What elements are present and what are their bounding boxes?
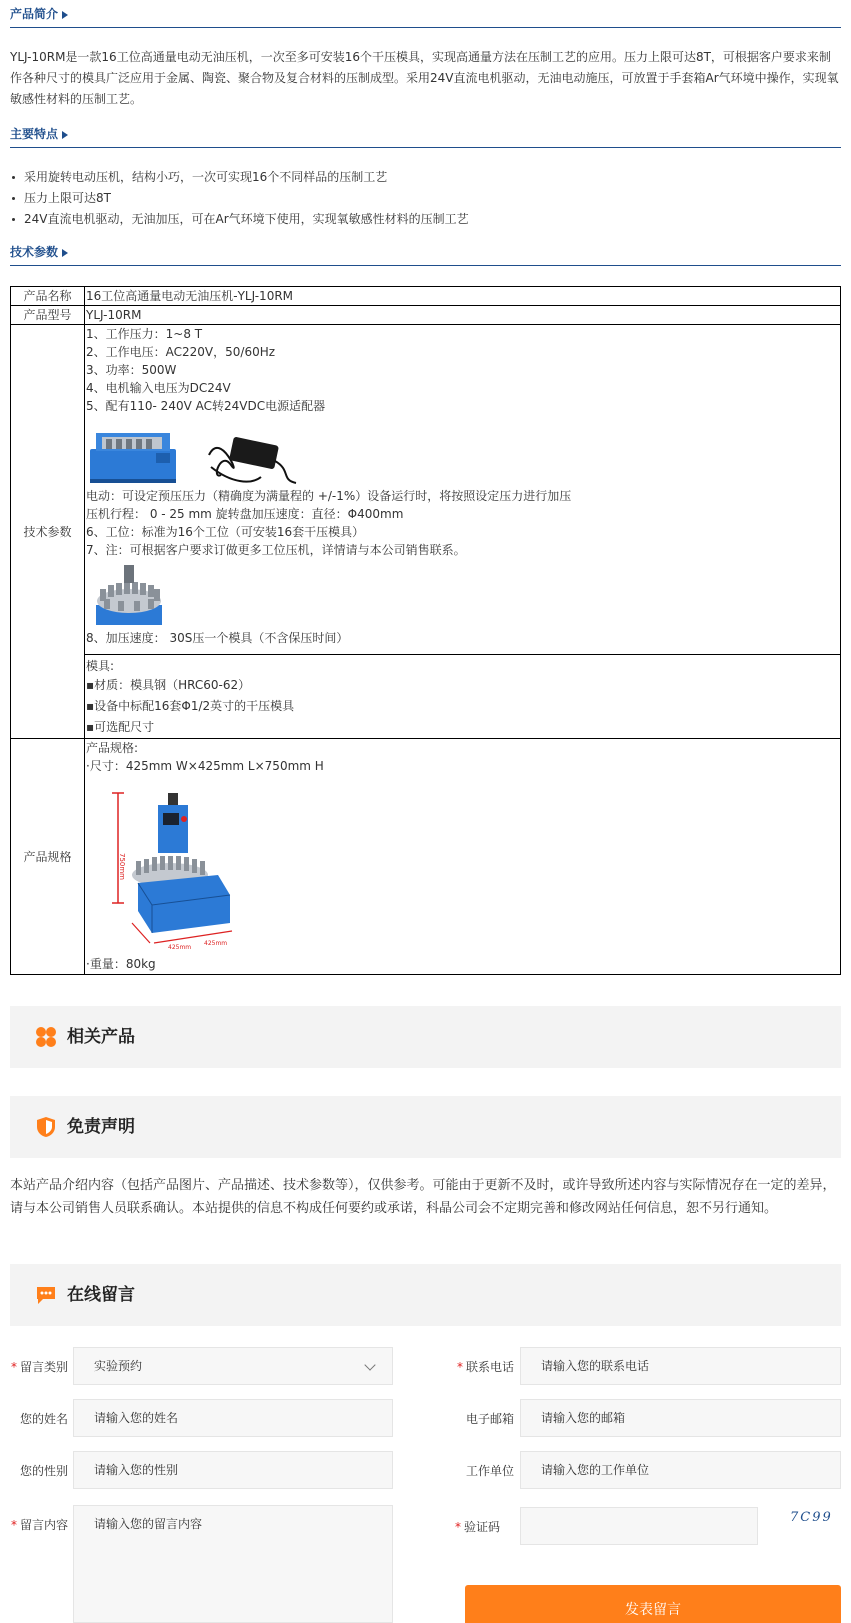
width-dimension-label: 425mm [168,944,192,951]
name-label: 您的姓名 [19,1412,68,1426]
type-select-value: 实验预约 [94,1359,143,1373]
spec-label: 产品规格 [11,739,85,975]
phone-input[interactable]: 请输入您的联系电话 [520,1347,841,1385]
type-label: * 留言类别 [10,1360,68,1374]
content-label: * 留言内容 [10,1518,68,1532]
type-select[interactable] [73,1347,393,1385]
tech-line: 1、工作压力：1~8 T [86,327,203,341]
name-value: 16工位高通量电动无油压机-YLJ-10RM [85,287,841,306]
disclaimer-band [10,1096,841,1158]
gender-label: 您的性别 [19,1464,68,1478]
mold-line: 模具: [86,659,115,673]
tech-line: 5、配有110- 240V AC转24VDC电源适配器 [86,399,326,413]
features-list [10,167,841,230]
chat-icon [35,1284,57,1306]
email-label: 电子邮箱 [465,1412,514,1426]
required-mark: * [10,1360,17,1374]
mold-cell [85,655,841,739]
tech-label: 技术参数 [11,325,85,739]
spec-cell [85,739,841,975]
weight-line: ·重量：80kg [86,957,156,971]
triangle-right-icon [62,131,68,139]
shield-icon [35,1116,57,1138]
related-products-title: 相关产品 [67,1027,135,1047]
tech-line: 压机行程： 0 - 25 mm 旋转盘加压速度：直径：Φ400mm [86,507,404,521]
triangle-right-icon [62,11,68,19]
name-input[interactable]: 请输入您的姓名 [73,1399,393,1437]
company-label: 工作单位 [465,1464,514,1478]
related-products-band [10,1006,841,1068]
feature-item: 采用旋转电动压机，结构小巧，一次可实现16个不同样品的压制工艺 [10,167,841,188]
params-table [10,286,841,975]
captcha-image[interactable]: 7C99 [790,1510,833,1525]
table-row [11,287,841,306]
captcha-input[interactable] [520,1507,758,1545]
message-band [10,1264,841,1326]
model-label: 产品型号 [11,306,85,325]
spec-line: ·尺寸：425mm W×425mm L×750mm H [86,759,324,773]
tech-line: 6、工位：标准为16个工位（可安装16套干压模具） [86,525,365,539]
feature-item: 压力上限可达8T [10,188,841,209]
table-row [11,325,841,655]
gender-input[interactable]: 请输入您的性别 [73,1451,393,1489]
tech-line: 3、功率：500W [86,363,177,377]
tech-images [86,415,840,487]
spec-line: 产品规格: [86,741,139,755]
model-value: YLJ-10RM [85,306,841,325]
params-title: 技术参数 [10,245,59,259]
tech-line: 7、注：可根据客户要求订做更多工位压机，详情请与本公司销售联系。 [86,543,466,557]
dimension-diagram-image [108,783,248,953]
message-title: 在线留言 [67,1285,135,1305]
name-label: 产品名称 [11,287,85,306]
email-input[interactable]: 请输入您的邮箱 [520,1399,841,1437]
tech-cell [85,325,841,655]
length-dimension-label: 425mm [204,940,228,947]
features-title: 主要特点 [10,127,59,141]
tech-line: 4、电机输入电压为DC24V [86,381,231,395]
height-dimension-label: 750mm [118,853,126,880]
mold-line: ▪可选配尺寸 [86,720,155,734]
table-row [11,306,841,325]
intro-text: YLJ-10RM是一款16工位高通量电动无油压机，一次至多可安装16个干压模具，实现高通量方法在压制工艺的应用。压力上限可达8T，可根据客户要求来制作各种尺寸的模具广泛应用于金属、陶瓷、聚合物及复合材料的压制成型。采用24V直流电机驱动，无油电动施压，可放置于手套箱Ar气环境中操作，实现氧敏感性材料的压制工艺。 [10,50,839,106]
tech-line: 电动：可设定预压压力（精确度为满量程的 +/-1%）设备运行时，将按照设定压力进行加压 [86,489,572,503]
tech-line: 2、工作电压：AC220V，50/60Hz [86,345,276,359]
required-mark: * [456,1360,463,1374]
captcha-label: * 验证码 [454,1520,500,1534]
required-mark: * [454,1520,461,1534]
intro-heading [10,4,841,28]
mold-line: ▪材质：模具钢（HRC60-62） [86,678,251,692]
phone-label: * 联系电话 [456,1360,514,1374]
content-textarea[interactable]: 请输入您的留言内容 [73,1505,393,1623]
power-adapter-image [201,425,301,487]
params-heading [10,242,841,266]
mold-line: ▪设备中标配16套Φ1/2英寸的干压模具 [86,699,295,713]
disclaimer-title: 免责声明 [67,1117,135,1137]
disclaimer-text: 本站产品介绍内容（包括产品图片、产品描述、技术参数等），仅供参考。可能由于更新不及时，或许导致所述内容与实际情况存在一定的差异，请与本公司销售人员联系确认。本站提供的信息不构成任何要约或承诺，科晶公司会不定期完善和修改网站任何信息，恕不另行通知。 [10,1178,836,1216]
triangle-right-icon [62,249,68,257]
rotary-disk-image [94,561,164,627]
grid-icon [35,1026,57,1048]
feature-item: 24V直流电机驱动，无油加压，可在Ar气环境下使用，实现氧敏感性材料的压制工艺 [10,209,841,230]
intro-title: 产品简介 [10,7,59,21]
features-heading [10,124,841,148]
press-machine-image [86,425,181,487]
submit-button[interactable]: 发表留言 [465,1585,841,1623]
table-row [11,655,841,739]
required-mark: * [10,1518,17,1532]
chevron-down-icon [364,1359,375,1370]
company-input[interactable]: 请输入您的工作单位 [520,1451,841,1489]
tech-line: 8、加压速度： 30S压一个模具（不含保压时间） [86,631,349,645]
table-row [11,739,841,975]
